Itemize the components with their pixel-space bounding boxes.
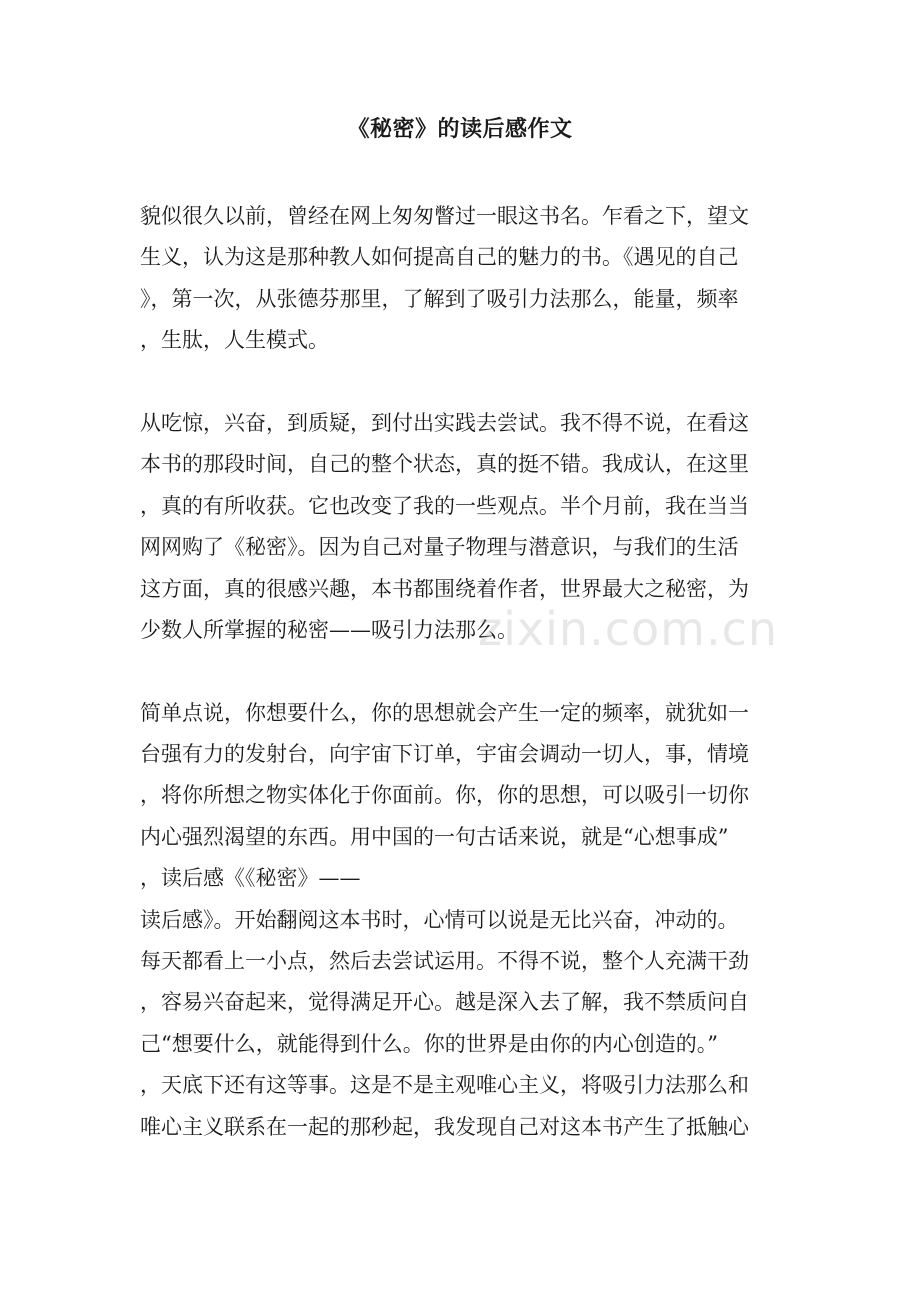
text-line: 唯心主义联系在一起的那秒起，我发现自己对这本书产生了抵触心	[140, 1114, 749, 1139]
text-line: ，将你所想之物实体化于你面前。你，你的思想，可以吸引一切你	[140, 783, 749, 808]
text-line: ，天底下还有这等事。这是不是主观唯心主义，将吸引力法那么和	[140, 1073, 749, 1098]
text-line: ，容易兴奋起来，觉得满足开心。越是深入去了解，我不禁质问自	[140, 990, 749, 1015]
text-line: 本书的那段时间，自己的整个状态，真的挺不错。我成认，在这里	[140, 452, 749, 477]
text-line: 这方面，真的很感兴趣，本书都围绕着作者，世界最大之秘密，为	[140, 576, 749, 601]
text-line: 网网购了《秘密》。因为自己对量子物理与潜意识，与我们的生活	[140, 535, 739, 560]
text-line: ，真的有所收获。它也改变了我的一些观点。半个月前，我在当当	[140, 493, 749, 518]
text-line: 生义，认为这是那种教人如何提高自己的魅力的书。《遇见的自己	[140, 245, 739, 270]
paragraph	[140, 403, 780, 651]
text-line: 读后感》。开始翻阅这本书时，心情可以说是无比兴奋，冲动的。	[140, 907, 739, 932]
text-line: ，读后感《《秘密》——	[140, 866, 361, 891]
text-line: 内心强烈渴望的东西。用中国的一句古话来说，就是“心想事成”	[140, 824, 729, 849]
text-line: 从吃惊，兴奋，到质疑，到付出实践去尝试。我不得不说，在看这	[140, 410, 749, 435]
text-line: 己“想要什么，就能得到什么。你的世界是由你的内心创造的。”	[140, 1031, 718, 1056]
watermark: zixin.com.cn	[478, 602, 779, 656]
text-line: 台强有力的发射台，向宇宙下订单，宇宙会调动一切人，事，情境	[140, 742, 749, 767]
paragraph	[140, 196, 780, 362]
text-line: 每天都看上一小点，然后去尝试运用。不得不说，整个人充满干劲	[140, 949, 749, 974]
text-line: 貌似很久以前，曾经在网上匆匆瞥过一眼这书名。乍看之下，望文	[140, 204, 749, 228]
paragraph	[140, 693, 780, 1148]
text-line: 少数人所掌握的秘密——吸引力法那么。	[140, 617, 518, 642]
text-line: ，生肽，人生模式。	[140, 328, 329, 353]
document-body	[140, 196, 780, 1148]
paragraph-gap	[140, 362, 780, 403]
page-title: 《秘密》的读后感作文	[347, 116, 573, 142]
paragraph-gap	[140, 651, 780, 692]
text-line: 》，第一次，从张德芬那里，了解到了吸引力法那么，能量，频率	[140, 286, 739, 311]
text-line: 简单点说，你想要什么，你的思想就会产生一定的频率，就犹如一	[140, 700, 749, 725]
